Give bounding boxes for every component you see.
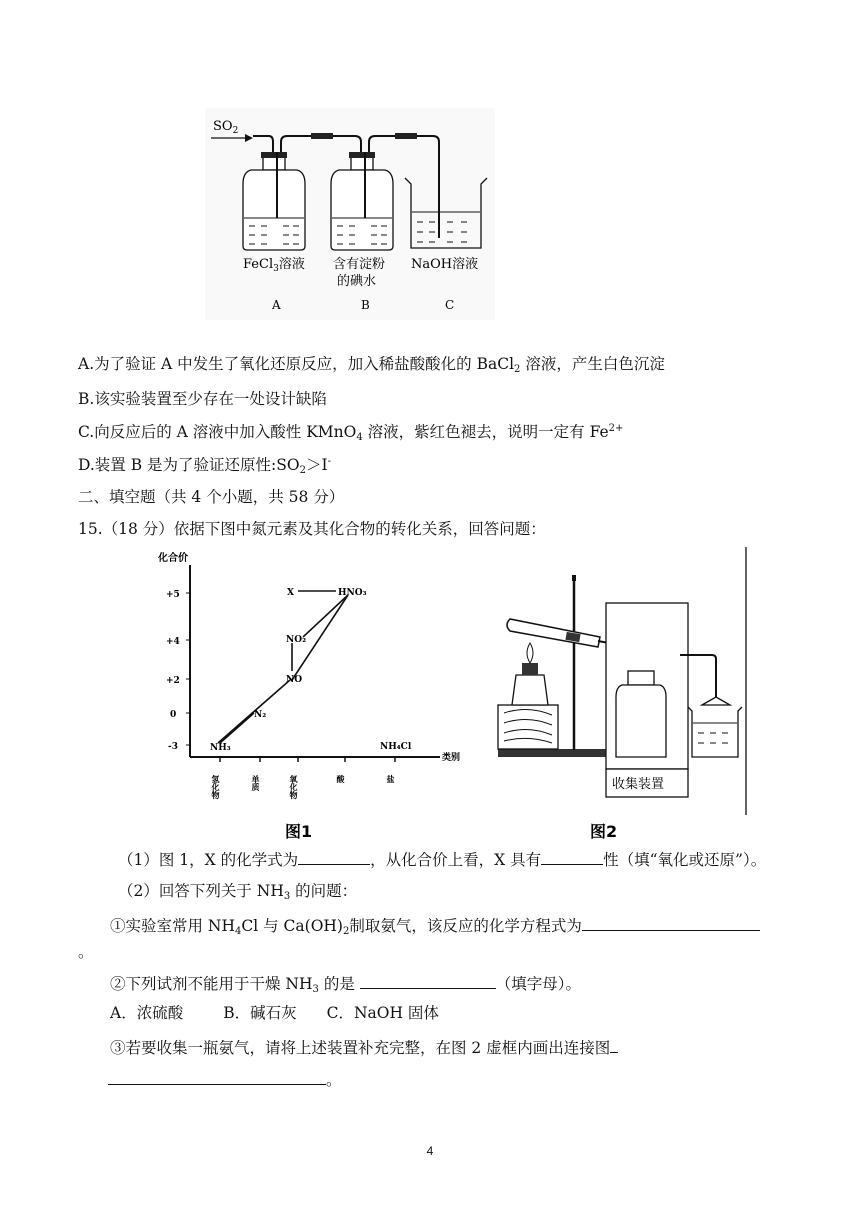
answer-blank-x-property[interactable] [541, 848, 603, 865]
gas-label: $SO_2$ [213, 119, 239, 136]
bottle-a-label: FeCl$_3$溶液 [243, 257, 305, 274]
letter-a: A [272, 298, 281, 312]
subquestion-2-1-end: 。 [78, 943, 94, 961]
answer-blank-drying-agent[interactable] [360, 972, 496, 989]
answer-blank-equation[interactable] [582, 914, 760, 931]
option-c: C.向反应后的 A 溶液中加入酸性 KMnO$_4$ 溶液，紫红色褪去，说明一定有 $Fe^{2+}$ [78, 423, 624, 443]
point-x: X [287, 588, 294, 598]
x-category: 酸 [336, 775, 346, 783]
x-category: 氢化物 [211, 775, 221, 799]
bottle-b-label-line2: 的碘水 [337, 274, 377, 289]
figure-1-valence-diagram [140, 545, 470, 843]
x-category: 盐 [386, 775, 396, 783]
y-tick: +4 [166, 637, 180, 647]
point-no: NO [286, 675, 303, 685]
y-tick: +2 [166, 676, 180, 686]
letter-b: B [361, 298, 370, 312]
y-axis-label: 化合价 [158, 553, 188, 564]
point-no2: NO₂ [286, 635, 307, 645]
collection-box-label: 收集装置 [612, 777, 665, 792]
answer-blank-x-formula[interactable] [298, 848, 370, 865]
section-title: 二、填空题（共 4 个小题，共 58 分） [78, 488, 345, 506]
beaker-c-label: NaOH溶液 [411, 257, 479, 272]
point-n2: N₂ [254, 710, 267, 720]
point-nh4cl: NH₄Cl [380, 742, 412, 752]
subquestion-2-3: ③若要收集一瓶氨气，请将上述装置补充完整，在图 2 虚框内画出连接图 [110, 1036, 618, 1058]
subquestion-2-2-choices [110, 1003, 439, 1023]
blank-start [610, 1036, 618, 1053]
letter-c: C [445, 298, 455, 312]
figure-1-caption: 图1 [285, 822, 313, 841]
subquestion-1: （1）图 1，X 的化学式为 ，从化合价上看，X 具有 性（填“氧化或还原”）。 [118, 848, 766, 870]
point-nh3: NH₃ [210, 743, 231, 753]
subquestion-2-3-line2: 。 [108, 1068, 342, 1090]
subquestion-2: （2）回答下列关于 $NH_3$ 的问题： [118, 882, 358, 902]
choice-b: B．碱石灰 [223, 1004, 297, 1022]
figure-2-caption: 图2 [590, 822, 618, 841]
question-15-stem: 15.（18 分）依据下图中氮元素及其化合物的转化关系，回答问题： [78, 520, 546, 538]
bottle-b-label-line1: 含有淀粉 [333, 257, 386, 272]
point-hno3: HNO₃ [338, 588, 367, 598]
choice-a: A．浓硫酸 [110, 1004, 184, 1022]
page-number: 4 [426, 1144, 434, 1158]
answer-blank-connection[interactable] [108, 1068, 326, 1085]
subquestion-2-2: ②下列试剂不能用于干燥 $NH_3$ 的是 （填字母）。 [110, 972, 581, 994]
y-tick: 0 [170, 710, 177, 720]
x-category: 氧化物 [289, 775, 299, 799]
x-axis-label: 类别 [442, 753, 461, 763]
figure-2-apparatus [490, 545, 748, 843]
y-tick: -3 [168, 742, 178, 752]
option-a: A.为了验证 A 中发生了氧化还原反应，加入稀盐酸酸化的 BaCl$_2$ 溶液，产生白色沉淀 [78, 355, 665, 375]
option-b: B.该实验装置至少存在一处设计缺陷 [78, 390, 327, 408]
so2-apparatus-figure [205, 108, 495, 320]
subquestion-2-1: ①实验室常用 $NH_4Cl$ 与 $Ca(OH)_2$制取氨气，该反应的化学方程式为 [110, 914, 760, 936]
option-d: D.装置 B 是为了验证还原性$:SO_2>I^-$ [78, 456, 331, 476]
x-category: 单质 [251, 775, 261, 791]
y-tick: +5 [166, 590, 180, 600]
choice-c: C．NaOH 固体 [326, 1004, 439, 1022]
